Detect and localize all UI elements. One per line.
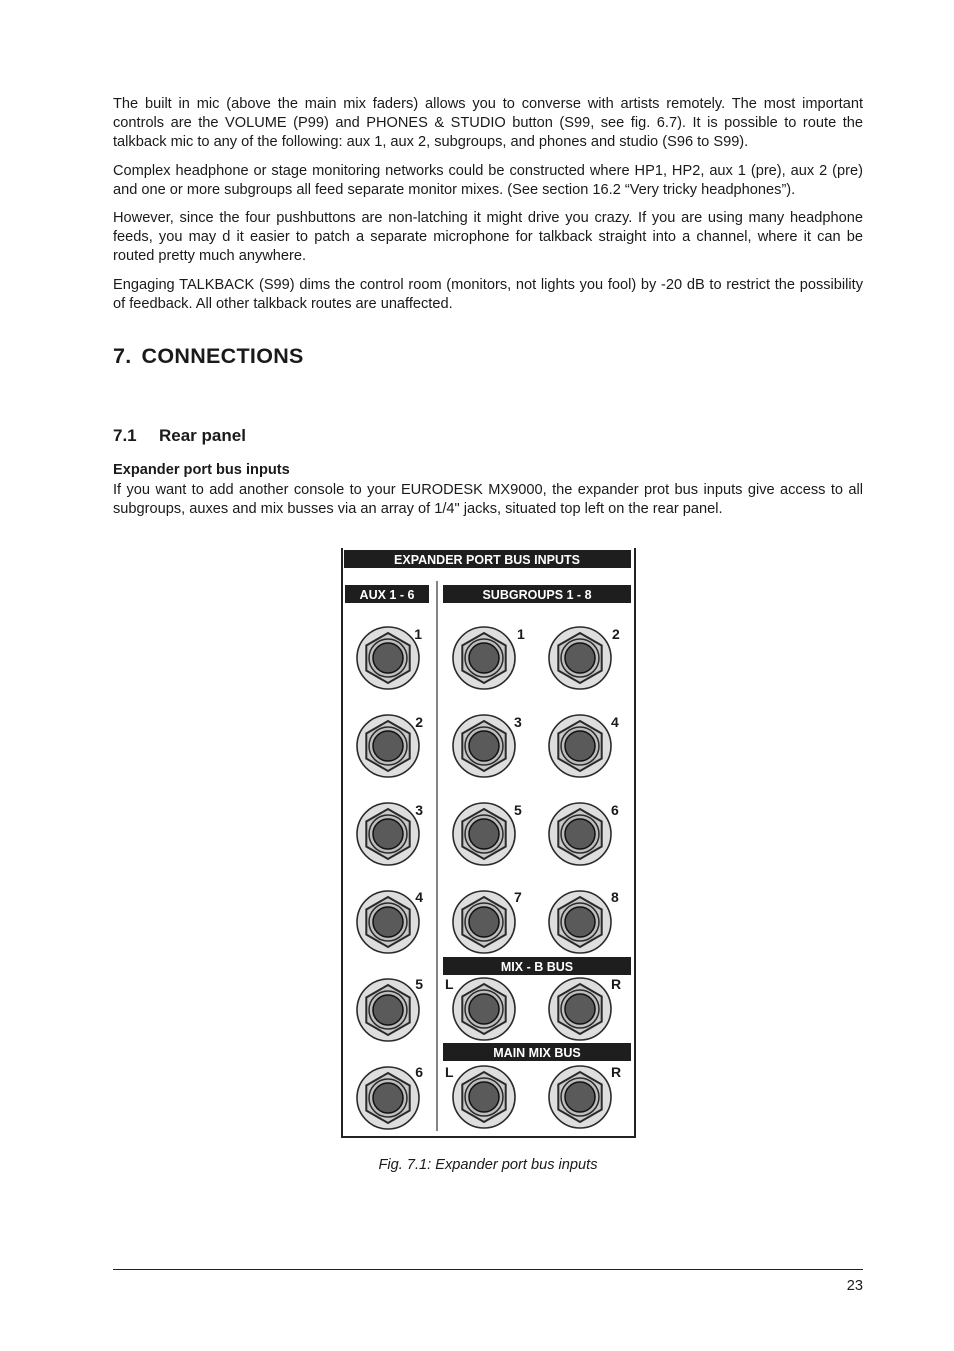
footer-rule [113,1269,863,1270]
mixb-jack [453,978,515,1040]
aux-label: 3 [415,802,423,818]
subgroup-label: 3 [514,714,522,730]
subgroup-jack [453,627,515,689]
subsection-heading [113,426,246,446]
subgroup-jack [549,715,611,777]
expander-paragraph: If you want to add another console to your EURODESK MX9000, the expander prot bus inputs give access to all subgroups, auxes and mix busses via an array of 1/4" jacks, situated top left on the rear panel. [113,482,863,517]
aux-jack [357,627,419,689]
mixb-jack [549,978,611,1040]
aux-label: 4 [415,889,423,905]
mixb-label: R [611,976,622,992]
subsection-number: 7.1 [113,426,137,445]
subgroup-label: 6 [611,802,619,818]
paragraph-monitoring-networks: Complex headphone or stage monitoring networks could be constructed where HP1, HP2, aux 1 (pre), aux 2 (pre) and one or more subgroups all feed separate monitor mixes. (See section 16.2 “Very tricky headphones”). [113,163,863,198]
aux-jack [357,1067,419,1129]
subgroup-jack [549,627,611,689]
aux-label: 1 [414,626,422,642]
subgroup-label: 2 [612,626,620,642]
aux-jack [357,891,419,953]
section-heading [113,344,304,369]
section-title: CONNECTIONS [141,344,304,368]
aux-label: 5 [415,976,423,992]
subgroup-jack [453,803,515,865]
subgroup-jack [549,803,611,865]
figure-caption: Fig. 7.1: Expander port bus inputs [378,1157,598,1173]
mainmix-jack [453,1066,515,1128]
subgroup-label: 7 [514,889,522,905]
subgroup-label: 8 [611,889,619,905]
expander-panel-figure [340,546,640,1141]
mainmix-jack [549,1066,611,1128]
aux-label: 2 [415,714,423,730]
mainmix-header: MAIN MIX BUS [493,1046,581,1060]
paragraph-talkback-dim: Engaging TALKBACK (S99) dims the control room (monitors, not lights you fool) by -20 dB to restrict the possibility of feedback. All other talkback routes are unaffected. [113,277,863,312]
subgroup-label: 1 [517,626,525,642]
subgroup-jack [453,891,515,953]
mainmix-label: L [445,1064,454,1080]
aux-header: AUX 1 - 6 [359,588,415,602]
subgroup-jack [549,891,611,953]
aux-jack [357,803,419,865]
section-number: 7. [113,344,132,368]
subgroup-label: 5 [514,802,522,818]
paragraph-pushbuttons: However, since the four pushbuttons are non-latching it might drive you crazy. If you are using many headphone feeds, you may d it easier to patch a separate microphone for talkback straight into a channel, where it can be routed pretty much anywhere. [113,210,863,264]
mixb-label: L [445,976,454,992]
subgroup-jack [453,715,515,777]
mixb-header: MIX - B BUS [500,960,574,974]
paragraph-talkback-mic: The built in mic (above the main mix faders) allows you to converse with artists remotely. The most important controls are the VOLUME (P99) and PHONES & STUDIO button (S99, see fig. 6.7). It is possible to route the talkback mic to any of the following: aux 1, aux 2, subgroups, and phones and studio (S96 to S99). [113,96,863,150]
subgroup-label: 4 [611,714,619,730]
mainmix-label: R [611,1064,622,1080]
aux-label: 6 [415,1064,423,1080]
page-number: 23 [846,1278,863,1294]
subsection-title: Rear panel [159,426,246,445]
panel-title: EXPANDER PORT BUS INPUTS [394,553,580,567]
aux-jack [357,979,419,1041]
subgroups-header: SUBGROUPS 1 - 8 [482,588,592,602]
aux-jack [357,715,419,777]
expander-subheading: Expander port bus inputs [113,462,290,478]
